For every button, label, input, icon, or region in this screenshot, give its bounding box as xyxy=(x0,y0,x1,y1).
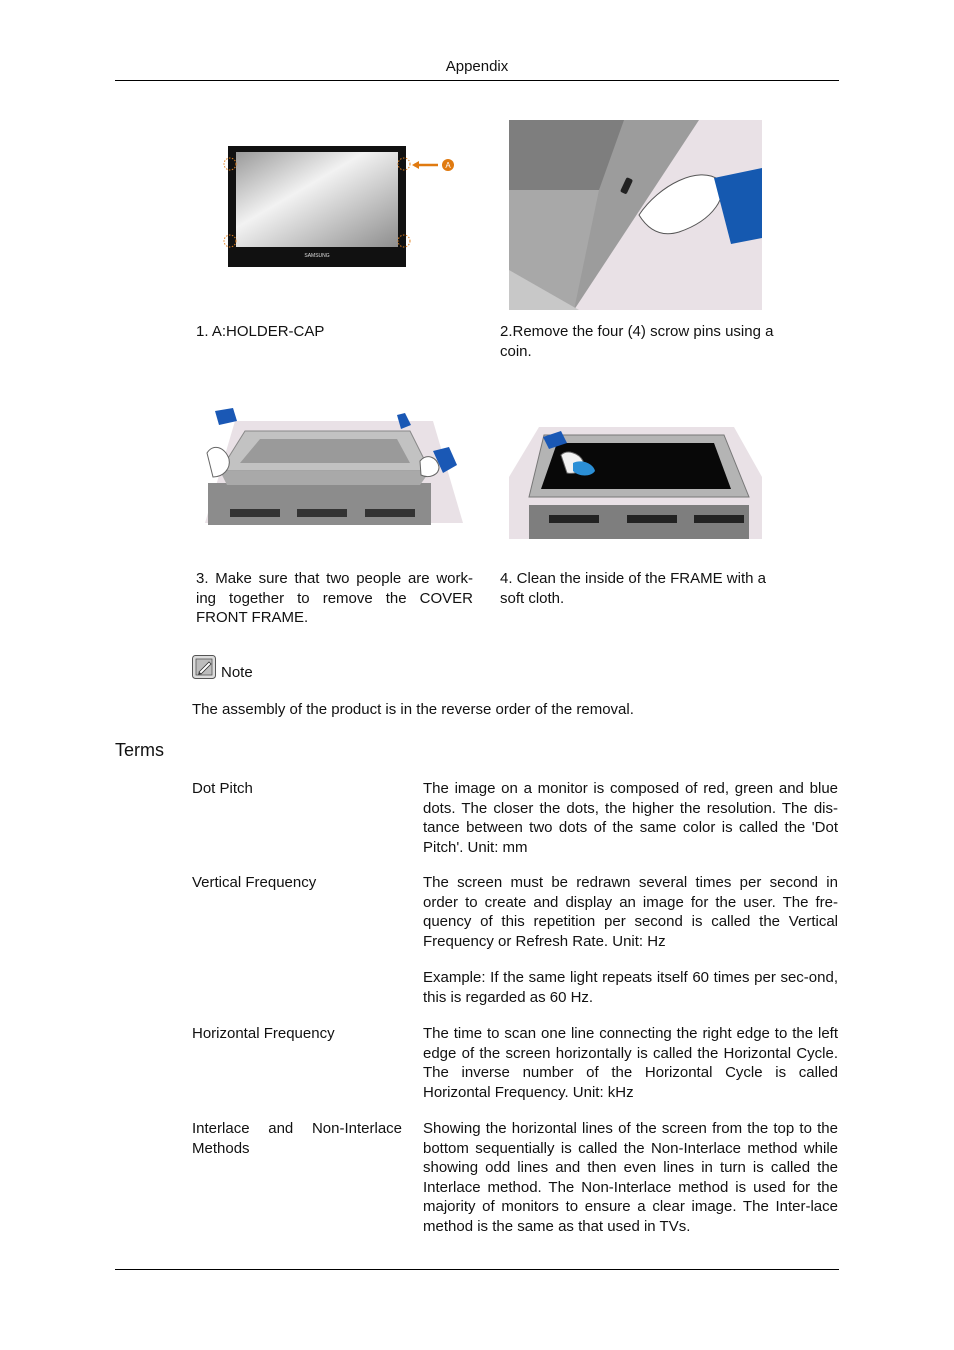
definition-horizontal-frequency: The time to scan one line connecting the right edge to the left edge of the screen horizontally is called the Horizontal Cycle. The inverse number of the Horizontal Cycle is called Horizontal Frequency. Unit: kHz xyxy=(423,1025,838,1101)
header-rule xyxy=(115,80,839,81)
step-1-caption: 1. A:HOLDER-CAP xyxy=(196,323,325,340)
callout-arrowhead-icon xyxy=(412,161,419,169)
glove-icon xyxy=(215,408,237,425)
step-2-caption: 2.Remove the four (4) scrow pins using a coin. xyxy=(500,323,774,360)
page-header-title: Appendix xyxy=(445,58,509,75)
figure-remove-frame xyxy=(205,403,465,535)
step-4-caption: 4. Clean the inside of the FRAME with a soft cloth. xyxy=(500,570,766,607)
figure-clean-frame xyxy=(509,427,762,539)
figure-remove-pins xyxy=(509,120,762,310)
note-text: The assembly of the product is in the reverse order of the removal. xyxy=(192,701,634,718)
term-vertical-frequency: Vertical Frequency xyxy=(192,874,317,891)
callout-badge-label: A xyxy=(445,161,451,170)
definition-interlace-methods: Showing the horizontal lines of the screen from the top to the bottom sequentially is called the Non-Interlace method while showing odd lines and then even lines in turn is called the Interlace method. The Non-Interlace method is used for the majority of monitors to ensure a clear image. The Inter-lace method is the same as that used in TVs. xyxy=(423,1120,838,1235)
note-icon xyxy=(192,655,216,679)
figure-holder-cap xyxy=(218,140,468,275)
step-3-caption: 3. Make sure that two people are work-ing together to remove the COVER FRONT FRAME. xyxy=(196,570,473,626)
term-dot-pitch: Dot Pitch xyxy=(192,780,253,797)
monitor-brand: SAMSUNG xyxy=(304,253,330,259)
definition-dot-pitch: The image on a monitor is composed of red, green and blue dots. The closer the dots, the higher the resolution. The dis-tance between two dots of the same color is called the 'Dot Pitch'. Unit: mm xyxy=(423,780,838,856)
term-interlace-methods: Interlace and Non-Interlace Methods xyxy=(192,1120,402,1157)
footer-rule xyxy=(115,1269,839,1270)
example-vertical-frequency: Example: If the same light repeats itself 60 times per sec-ond, this is regarded as 60 Hz. xyxy=(423,969,838,1006)
definition-vertical-frequency: The screen must be redrawn several times per second in order to create and display an image for the user. The fre-quency of this repetition per second is called the Vertical Frequency or Refresh Rate. Unit: Hz xyxy=(423,874,838,950)
section-title-terms: Terms xyxy=(115,740,164,760)
term-horizontal-frequency: Horizontal Frequency xyxy=(192,1025,335,1042)
note-label: Note xyxy=(221,664,253,681)
